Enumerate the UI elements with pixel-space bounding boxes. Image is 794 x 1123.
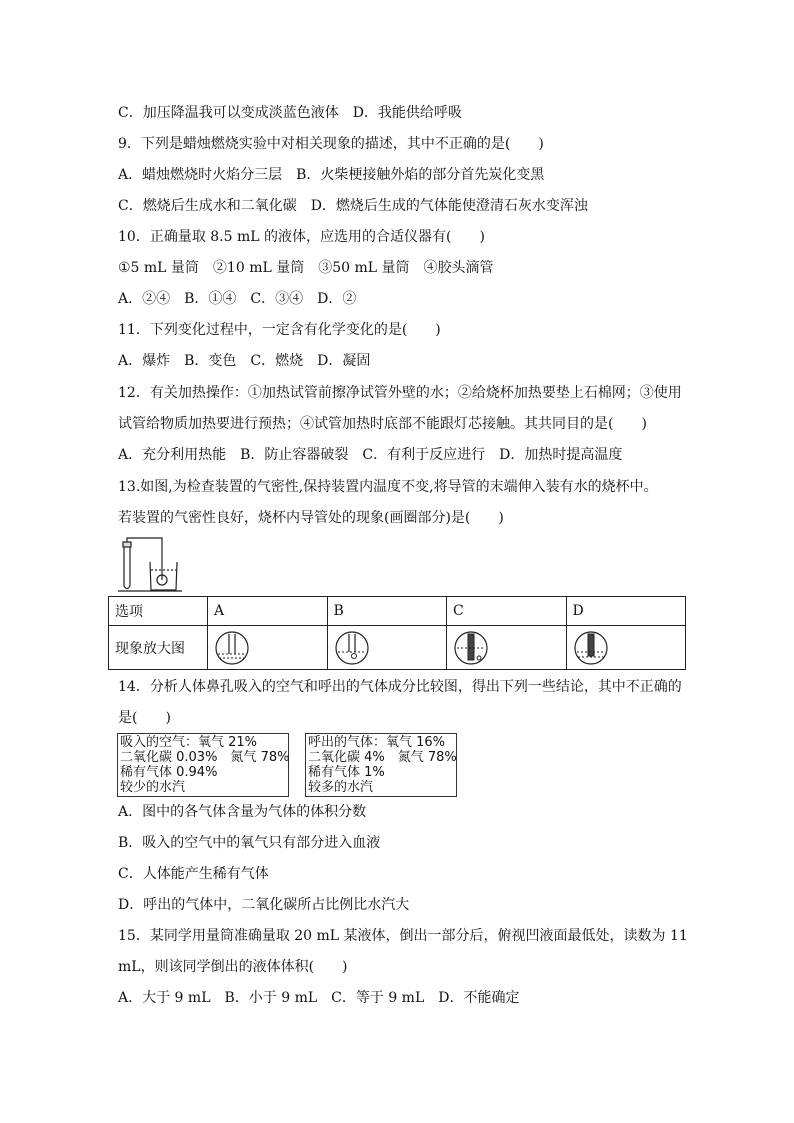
q10-items: ①5 mL 量筒 ②10 mL 量筒 ③50 mL 量筒 ④胶头滴管 — [118, 260, 494, 276]
option-b-image — [327, 626, 447, 670]
q13-stem-1: 13.如图,为检查装置的气密性,保持装置内温度不变,将导管的末端伸入装有水的烧杯中。 — [118, 479, 658, 495]
q14-option-d: D．呼出的气体中，二氧化碳所占比例比水汽大 — [118, 897, 410, 913]
q11-stem: 11．下列变化过程中，一定含有化学变化的是( ) — [118, 322, 441, 338]
table-header-c: C — [447, 597, 567, 626]
option-a-image — [208, 626, 328, 670]
table-row-label: 现象放大图 — [109, 626, 208, 670]
q14-option-a: A．图中的各气体含量为气体的体积分数 — [118, 804, 367, 820]
q14-option-b: B．吸入的空气中的氧气只有部分进入血液 — [118, 835, 381, 851]
table-header-label: 选项 — [109, 597, 208, 626]
q14-option-c: C．人体能产生稀有气体 — [118, 866, 269, 882]
option-a-magnified-icon — [214, 630, 250, 666]
q9-stem: 9．下列是蜡烛燃烧实验中对相关现象的描述，其中不正确的是( ) — [118, 136, 544, 152]
q11-options: A．爆炸 B．变色 C．燃烧 D．凝固 — [118, 353, 371, 369]
q9-option-ab: A．蜡烛燃烧时火焰分三层 B．火柴梗接触外焰的部分首先炭化变黑 — [118, 167, 545, 183]
q12-stem-2b: 试管给物质加热要进行预热；④试管加热时底部不能跟灯芯接触。其共同目的是( ) — [118, 416, 647, 432]
exhaled-line: 二氧化碳 4% 氮气 78% — [308, 750, 457, 765]
table-header-d: D — [566, 597, 686, 626]
apparatus-diagram — [118, 536, 182, 592]
q8-option-cd: C．加压降温我可以变成淡蓝色液体 D．我能供给呼吸 — [118, 105, 462, 121]
option-c-magnified-icon — [453, 630, 489, 666]
option-d-image — [566, 626, 686, 670]
inhaled-line: 稀有气体 0.94% — [120, 765, 218, 780]
inhaled-line: 吸入的空气：氧气 21% — [120, 735, 258, 750]
exhaled-line: 稀有气体 1% — [308, 765, 385, 780]
q9-option-cd: C．燃烧后生成水和二氧化碳 D．燃烧后生成的气体能使澄清石灰水变浑浊 — [118, 198, 588, 214]
inhaled-line: 二氧化碳 0.03% 氮气 78% — [120, 750, 290, 765]
inhaled-air-box — [117, 733, 289, 797]
exhaled-line: 较多的水汽 — [308, 780, 374, 795]
table-image-row — [109, 626, 686, 670]
q10-stem: 10．正确量取 8.5 mL 的液体，应选用的合适仪器有( ) — [118, 229, 485, 245]
q13-stem-2: 若装置的气密性良好，烧杯内导管处的现象(画圈部分)是( ) — [118, 510, 504, 526]
table-header-a: A — [208, 597, 328, 626]
q12-options: A．充分利用热能 B．防止容器破裂 C．有利于反应进行 D．加热时提高温度 — [118, 447, 623, 463]
q15-options: A．大于 9 mL B．小于 9 mL C．等于 9 mL D．不能确定 — [118, 990, 520, 1006]
option-c-image — [447, 626, 567, 670]
q10-options: A．②④ B．①④ C．③④ D．② — [118, 291, 357, 307]
q15-stem-2: mL，则该同学倒出的液体体积( ) — [118, 959, 348, 975]
q12-stem-1: 12．有关加热操作：①加热试管前擦净试管外壁的水；②给烧杯加热要垫上石棉网；③使用 — [118, 385, 682, 401]
q15-stem-1: 15．某同学用量筒准确量取 20 mL 某液体，倒出一部分后，俯视凹液面最低处，读数为 11 — [118, 928, 688, 944]
option-d-magnified-icon — [573, 630, 609, 666]
option-b-magnified-icon — [334, 630, 370, 666]
table-header-row — [109, 597, 686, 626]
q13-options-table — [108, 596, 686, 670]
exhaled-line: 呼出的气体：氧气 16% — [308, 735, 446, 750]
q14-stem-1: 14．分析人体鼻孔吸入的空气和呼出的气体成分比较图，得出下列一些结论，其中不正确的 — [118, 679, 682, 695]
q14-stem-2: 是( ) — [118, 710, 171, 726]
exhaled-air-box — [305, 733, 457, 797]
table-header-b: B — [327, 597, 447, 626]
inhaled-line: 较少的水汽 — [120, 780, 186, 795]
